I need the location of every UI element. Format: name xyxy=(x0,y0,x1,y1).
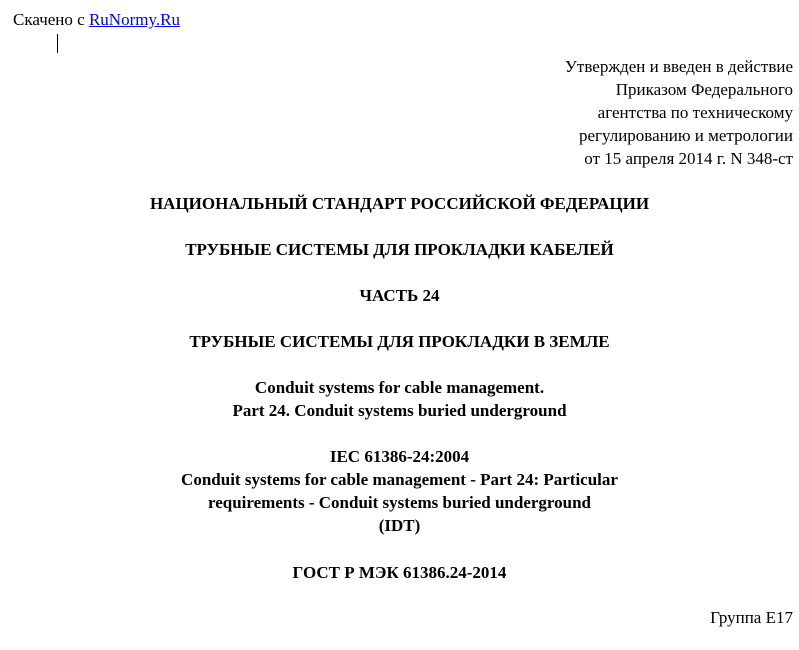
approval-line: регулированию и метрологии xyxy=(578,126,793,145)
iec-equivalence: (IDT) xyxy=(378,516,421,535)
part-number: ЧАСТЬ 24 xyxy=(359,286,440,305)
main-title: ТРУБНЫЕ СИСТЕМЫ ДЛЯ ПРОКЛАДКИ КАБЕЛЕЙ xyxy=(185,240,614,259)
gost-code: ГОСТ Р МЭК 61386.24-2014 xyxy=(292,563,507,582)
source-link[interactable]: RuNormy.Ru xyxy=(88,10,180,29)
english-title-line: Conduit systems for cable management. xyxy=(254,378,545,397)
standard-type-heading: НАЦИОНАЛЬНЫЙ СТАНДАРТ РОССИЙСКОЙ ФЕДЕРАЦИИ xyxy=(149,194,650,213)
iec-title-line: Conduit systems for cable management - Part 24: Particular xyxy=(181,470,618,489)
source-prefix: Скачено с xyxy=(13,10,89,29)
classification-group: Группа Е17 xyxy=(710,608,793,627)
iec-title-line: requirements - Conduit systems buried underground xyxy=(207,493,592,512)
approval-line: агентства по техническому xyxy=(597,103,793,122)
approval-block xyxy=(565,55,793,170)
approval-line: Утвержден и введен в действие xyxy=(564,57,793,76)
text-cursor xyxy=(57,34,58,53)
english-title xyxy=(0,376,799,422)
iec-reference xyxy=(0,445,799,537)
approval-line: от 15 апреля 2014 г. N 348-ст xyxy=(584,149,793,168)
approval-line: Приказом Федерального xyxy=(615,80,793,99)
source-line xyxy=(13,9,180,31)
iec-code: IEC 61386-24:2004 xyxy=(329,447,470,466)
part-title: ТРУБНЫЕ СИСТЕМЫ ДЛЯ ПРОКЛАДКИ В ЗЕМЛЕ xyxy=(189,332,610,351)
english-title-line: Part 24. Conduit systems buried underground xyxy=(232,401,567,420)
